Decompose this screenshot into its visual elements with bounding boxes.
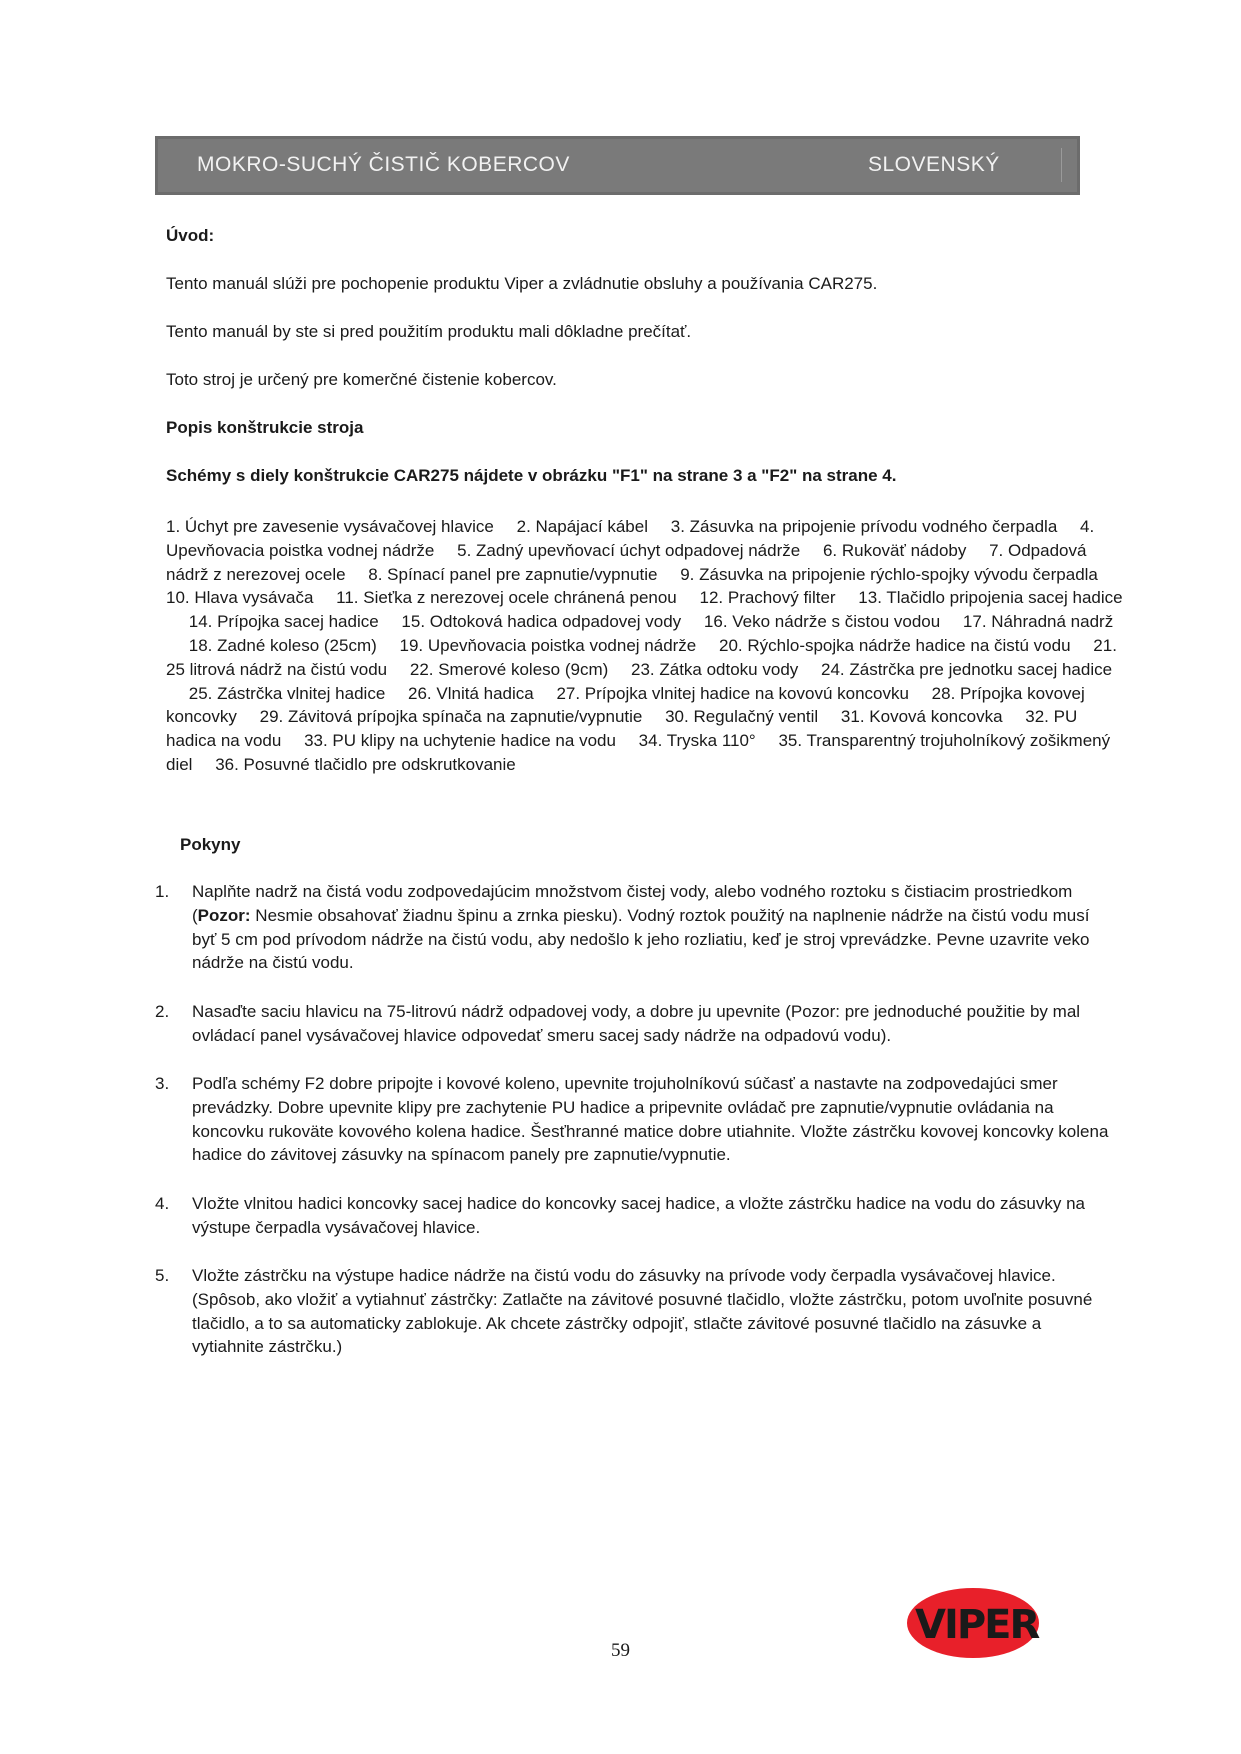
part-item: 27. Prípojka vlnitej hadice na kovovú koncovku <box>556 683 909 703</box>
part-item: 20. Rýchlo-spojka nádrže hadice na čistú vodu <box>719 635 1071 655</box>
part-item: 2. Napájací kábel <box>516 517 648 536</box>
viper-logo <box>903 1582 1089 1664</box>
part-item: 25. Zástrčka vlnitej hadice <box>188 683 386 703</box>
part-item: 4. Upevňovacia poistka vodnej nádrže <box>166 517 1095 560</box>
instruction-item-5 <box>155 1264 1115 1359</box>
part-item: 15. Odtoková hadica odpadovej vody <box>401 612 682 632</box>
instruction-number: 5. <box>155 1266 170 1285</box>
part-item: 19. Upevňovacia poistka vodnej nádrže <box>399 635 697 655</box>
part-item: 34. Tryska 110° <box>638 731 756 751</box>
part-item: 1. Úchyt pre zavesenie vysávačovej hlavice <box>166 517 494 536</box>
instruction-text: Vložte vlnitou hadici koncovky sacej hadice do koncovky sacej hadice, a vložte zástrčku hadice na vodu do zásuvky na výstupe čerpadla vysávačovej hlavice. <box>192 1194 1085 1237</box>
part-item: 9. Zásuvka na pripojenie rýchlo-spojky vývodu čerpadla <box>680 564 1098 584</box>
part-item: 6. Rukoväť nádoby <box>822 540 967 560</box>
instruction-number: 2. <box>155 1002 170 1021</box>
header-divider <box>1061 148 1062 182</box>
part-item: 11. Sieťka z nerezovej ocele chránená penou <box>336 588 677 608</box>
part-item: 14. Prípojka sacej hadice <box>188 612 379 632</box>
part-item: 21. 25 litrová nádrž na čistú vodu <box>166 635 1117 679</box>
part-item: 3. Zásuvka na pripojenie prívodu vodného čerpadla <box>670 517 1058 536</box>
instruction-text: Vložte zástrčku na výstupe hadice nádrže na čistú vodu do zásuvky na prívode vody čerpadla vysávačovej hlavice. (Spôsob, ako vložiť a vytiahnuť zástrčky: Zatlačte na závitové posuvné tlačidlo, vložte zástrčku, potom uvoľnite posuvné tlačidlo, a to sa automaticky zablokuje. Ak chcete zástrčky odpojiť, stlačte závitové posuvné tlačidlo na zásuvke a vytiahnite zástrčku.) <box>192 1266 1093 1357</box>
header-bar <box>155 136 1080 195</box>
instruction-item-2 <box>155 1000 1115 1048</box>
part-item: 12. Prachový filter <box>699 588 836 608</box>
construction-subheading: Schémy s diely konštrukcie CAR275 nájdete v obrázku "F1" na strane 3 a "F2" na strane 4. <box>166 466 897 485</box>
intro-paragraph-2: Tento manuál by ste si pred použitím produktu mali dôkladne prečítať. <box>166 322 692 341</box>
part-item: 10. Hlava vysávača <box>166 588 314 608</box>
construction-heading: Popis konštrukcie stroja <box>166 418 364 437</box>
part-item: 7. Odpadová nádrž z nerezovej ocele <box>166 540 1087 584</box>
instruction-text: Naplňte nadrž na čistá vodu zodpovedajúcim množstvom čistej vody, alebo vodného roztoku s čistiacim prostriedkom ( <box>192 882 1073 925</box>
part-item: 16. Veko nádrže s čistou vodou <box>703 612 941 632</box>
part-item: 30. Regulačný ventil <box>665 707 819 727</box>
instruction-number: 1. <box>155 882 170 901</box>
part-item: 23. Zátka odtoku vody <box>631 659 799 679</box>
instruction-item-3 <box>155 1072 1115 1167</box>
logo-text: VIPER <box>915 1602 1039 1648</box>
document-title: MOKRO-SUCHÝ ČISTIČ KOBERCOV <box>197 153 570 176</box>
page-number: 59 <box>611 1640 630 1661</box>
language-label: SLOVENSKÝ <box>868 153 1000 176</box>
part-item: 29. Závitová prípojka spínača na zapnutie/vypnutie <box>259 707 643 727</box>
instruction-item-1 <box>155 880 1115 975</box>
intro-paragraph-1: Tento manuál slúži pre pochopenie produktu Viper a zvládnutie obsluhy a používania CAR275. <box>166 274 878 293</box>
instruction-number: 4. <box>155 1194 170 1213</box>
instruction-text: Podľa schémy F2 dobre pripojte i kovové koleno, upevnite trojuholníkovú súčasť a nastavte na zodpovedajúci smer prevádzky. Dobre upevnite klipy pre zachytenie PU hadice a pripevnite ovládač pre zapnutie/vypnutie ovládania na koncovku rukoväte kovového kolena hadice. Šesťhranné matice dobre utiahnite. Vložte zástrčku kovovej koncovky kolena hadice do závitovej zásuvky na spínacom panely pre zapnutie/vypnutie. <box>192 1074 1109 1165</box>
instruction-item-4 <box>155 1192 1115 1240</box>
part-item: 28. Prípojka kovovej koncovky <box>166 683 1085 727</box>
part-item: 8. Spínací panel pre zapnutie/vypnutie <box>368 564 658 584</box>
instructions-heading: Pokyny <box>180 835 241 854</box>
part-item: 13. Tlačidlo pripojenia sacej hadice <box>858 588 1123 608</box>
part-item: 35. Transparentný trojuholníkový zošikmený diel <box>166 731 1111 774</box>
part-item: 24. Zástrčka pre jednotku sacej hadice <box>821 659 1113 679</box>
intro-heading: Úvod: <box>166 226 215 245</box>
part-item: 18. Zadné koleso (25cm) <box>188 635 377 655</box>
part-item: 26. Vlnitá hadica <box>408 683 534 703</box>
part-item: 31. Kovová koncovka <box>840 707 1003 727</box>
part-item: 17. Náhradná nadrž <box>962 612 1114 632</box>
part-item: 5. Zadný upevňovací úchyt odpadovej nádrže <box>457 540 801 560</box>
instruction-text: Nasaďte saciu hlavicu na 75-litrovú nádrž odpadovej vody, a dobre ju upevnite (Pozor: pre jednoduché použitie by mal ovládací panel vysávačovej hlavice odpovedať smeru sacej sady nádrže na odpadovú vodu). <box>192 1002 1081 1045</box>
part-item: 32. PU hadica na vodu <box>166 707 1078 751</box>
part-item: 36. Posuvné tlačidlo pre odskrutkovanie <box>215 754 516 774</box>
intro-paragraph-3: Toto stroj je určený pre komerčné čistenie kobercov. <box>166 370 557 389</box>
instruction-text: Nesmie obsahovať žiadnu špinu a zrnka piesku). Vodný roztok použitý na naplnenie nádrže na čistú vodu musí byť 5 cm pod prívodom nádrže na čistú vodu, aby nedošlo k jeho rozliatiu, keď je stroj vprevádzke. Pevne uzavrite veko nádrže na čistú vodu. <box>192 905 1090 973</box>
part-item: 33. PU klipy na uchytenie hadice na vodu <box>304 731 616 751</box>
part-item: 22. Smerové koleso (9cm) <box>409 659 609 679</box>
instruction-bold: Pozor: <box>197 905 251 925</box>
instruction-number: 3. <box>155 1074 170 1093</box>
parts-list <box>166 515 1128 777</box>
